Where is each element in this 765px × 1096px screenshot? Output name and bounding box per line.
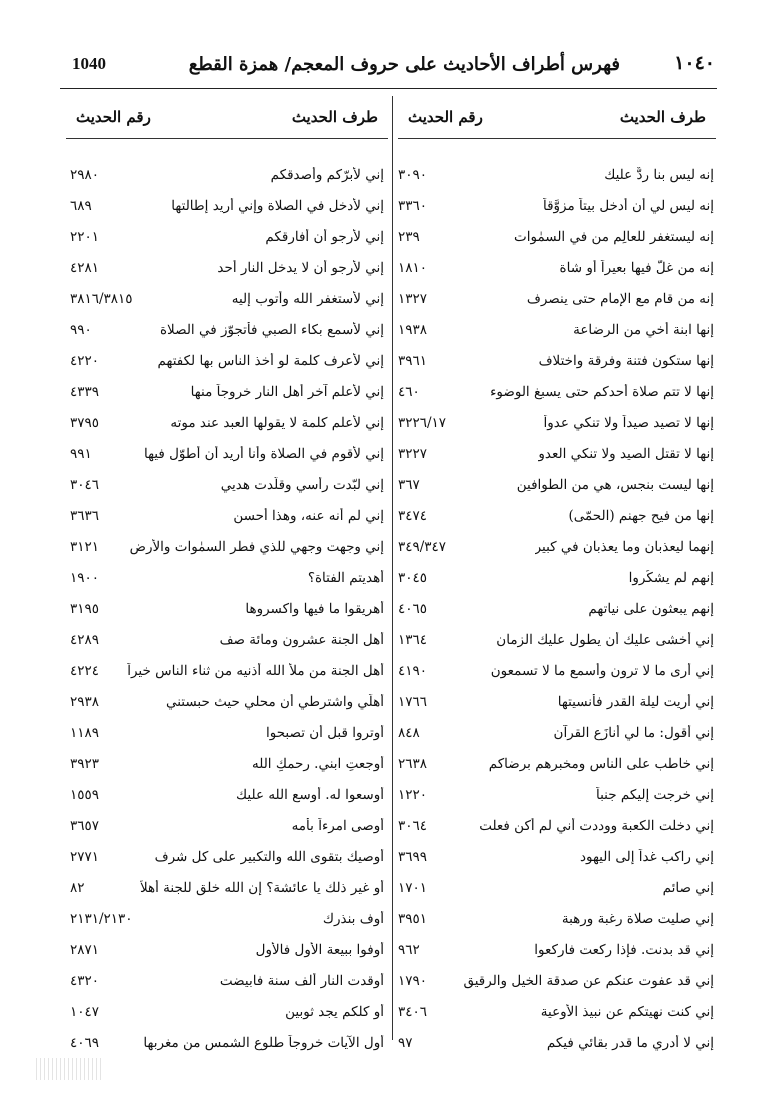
index-entry: [66, 345, 388, 376]
hadith-text: إني لم أنه عنه، وهذا أحسن: [233, 507, 384, 524]
index-entry: [66, 717, 388, 748]
page-number-latin: 1040: [72, 54, 106, 73]
index-rows: [66, 159, 388, 1058]
hadith-text: إني دخلت الكعبة ووددت أني لم أكن فعلت: [479, 817, 714, 834]
hadith-text: أهلّي واشترطي أن محلي حيث حبستني: [165, 693, 384, 710]
hadith-number: ٢٩٣٨: [70, 693, 100, 710]
hadith-number: ٣٠٤٦: [70, 476, 100, 493]
index-entry: [66, 655, 388, 686]
index-entry: [398, 903, 716, 934]
hadith-number: ٤٢٢٠: [70, 352, 100, 369]
index-entry: [66, 252, 388, 283]
hadith-text: أوصيك بتقوى الله والتكبير على كل شرف: [154, 848, 384, 865]
index-entry: [66, 686, 388, 717]
hadith-text: أوصى امرءاً بأمه: [291, 817, 384, 834]
hadith-number: ٢٢٠١: [70, 228, 100, 245]
hadith-text: إني راكب غداً إلى اليهود: [579, 848, 714, 865]
hadith-text: إني لأدخل في الصلاة وإني أريد إطالتها: [171, 197, 384, 214]
index-entry: [66, 810, 388, 841]
hadith-number: ١٧٩٠: [398, 972, 428, 989]
hadith-number: ٩٦٢: [398, 941, 420, 958]
hadith-text: إنها من فيح جهنم (الحمّى): [568, 507, 714, 524]
hadith-text: إني لأسمع بكاء الصبي فأتجوّز في الصلاة: [159, 321, 384, 338]
hadith-text: إني وجهت وجهي للذي فطر السمٰوات والأرض: [129, 538, 384, 555]
hadith-text: أهديتم الفتاة؟: [307, 569, 384, 586]
index-entry: [398, 159, 716, 190]
hadith-number: ٣٦٣٦: [70, 507, 100, 524]
hadith-column-heading: طرف الحديث: [619, 108, 706, 126]
hadith-number: ٣٠٩٠: [398, 166, 428, 183]
index-entry: [66, 221, 388, 252]
index-entry: [398, 221, 716, 252]
index-entry: [66, 407, 388, 438]
index-entry: [398, 841, 716, 872]
hadith-number: ٤٢٨٩: [70, 631, 100, 648]
hadith-number: ٣٢٢٦/١٧: [398, 414, 447, 431]
hadith-text: إني خاطب على الناس ومخبرهم برضاكم: [488, 755, 714, 772]
index-entry: [66, 872, 388, 903]
number-column-heading: رقم الحديث: [76, 108, 151, 126]
hadith-number: ٣٤٩/٣٤٧: [398, 538, 447, 555]
hadith-text: إني صليت صلاة رغبة ورهبة: [561, 910, 714, 927]
hadith-text: إني قد عفوت عنكم عن صدقة الخيل والرقيق: [463, 972, 714, 989]
index-entry: [66, 469, 388, 500]
hadith-number: ٢٦٣٨: [398, 755, 428, 772]
index-entry: [398, 562, 716, 593]
header-rule: [60, 88, 717, 89]
hadith-text: أوسعوا له. أوسع الله عليك: [236, 786, 384, 803]
hadith-number: ٣٧٩٥: [70, 414, 100, 431]
index-entry: [398, 717, 716, 748]
hadith-number: ٣٦٥٧: [70, 817, 100, 834]
hadith-number: ٤٠٦٩: [70, 1034, 100, 1051]
hadith-number: ١١٨٩: [70, 724, 100, 741]
hadith-text: إنها لا تتم صلاة أحدكم حتى يسبغ الوضوء: [490, 383, 714, 400]
hadith-text: إنها لا تصيد صيداً ولا تنكي عدواً: [543, 414, 714, 431]
hadith-number: ٣٤٧٤: [398, 507, 428, 524]
index-entry: [66, 531, 388, 562]
column-divider: [392, 96, 393, 1040]
hadith-number: ٣٩٥١: [398, 910, 428, 927]
index-entry: [398, 500, 716, 531]
index-entry: [398, 438, 716, 469]
hadith-text: أو كلكم يجد ثوبين: [285, 1003, 384, 1020]
index-entry: [398, 469, 716, 500]
index-entry: [398, 934, 716, 965]
hadith-text: إني صائم: [662, 879, 714, 896]
hadith-number: ٣٨١٦/٣٨١٥: [70, 290, 133, 307]
hadith-number: ٣٣٦٠: [398, 197, 428, 214]
hadith-number: ٤٢٢٤: [70, 662, 100, 679]
index-rows: [398, 159, 716, 1058]
hadith-number: ٣٠٦٤: [398, 817, 428, 834]
index-entry: [66, 314, 388, 345]
hadith-text: إنه من قام مع الإمام حتى ينصرف: [526, 290, 714, 307]
hadith-text: إني لأعلم آخر أهل النار خروجاً منها: [190, 383, 384, 400]
hadith-text: إني لأقوم في الصلاة وأنا أريد أن أطوّل فيها: [143, 445, 384, 462]
index-entry: [398, 810, 716, 841]
column-header: [398, 96, 716, 139]
hadith-number: ٣٢٢٧: [398, 445, 428, 462]
hadith-number: ١٠٤٧: [70, 1003, 100, 1020]
hadith-text: إنهم يبعثون على نياتهم: [588, 600, 714, 617]
hadith-number: ٤٦٠: [398, 383, 420, 400]
index-entry: [66, 624, 388, 655]
hadith-text: إني لأرجو أن أفارقكم: [265, 228, 384, 245]
hadith-text: إني لا أدري ما قدر بقائي فيكم: [546, 1034, 714, 1051]
index-entry: [398, 965, 716, 996]
index-entry: [398, 190, 716, 221]
hadith-text: إنه من غلَّ فيها بعيراً أو شاة: [559, 259, 714, 276]
hadith-number: ٦٨٩: [70, 197, 92, 214]
hadith-text: إنهما ليعذبان وما يعذبان في كبير: [534, 538, 714, 555]
index-entry: [398, 655, 716, 686]
hadith-number: ١٣٢٧: [398, 290, 428, 307]
column-header: [66, 96, 388, 139]
hadith-text: إني لأعلم كلمة لا يقولها العبد عند موته: [170, 414, 384, 431]
hadith-text: إني أرى ما لا ترون وأسمع ما لا تسمعون: [490, 662, 714, 679]
number-column-heading: رقم الحديث: [408, 108, 483, 126]
page-number-arabic: ١٠٤٠: [674, 52, 715, 74]
hadith-text: إنها ستكون فتنة وفرقة واختلاف: [538, 352, 714, 369]
hadith-number: ٣١٩٥: [70, 600, 100, 617]
index-entry: [398, 624, 716, 655]
running-title: فهرس أطراف الأحاديث على حروف المعجم/ همزة القطع: [188, 54, 620, 75]
hadith-text: إني لأرجو أن لا يدخل النار أحد: [217, 259, 384, 276]
index-entry: [66, 562, 388, 593]
hadith-text: أهل الجنة عشرون ومائة صف: [219, 631, 384, 648]
hadith-number: ١٣٦٤: [398, 631, 428, 648]
hadith-text: إني لأبرّكم وأصدقكم: [270, 166, 384, 183]
hadith-text: إنه ليس لي أن أدخل بيتاً مزوَّقاً: [542, 197, 714, 214]
hadith-number: ١٩٠٠: [70, 569, 100, 586]
index-entry: [66, 965, 388, 996]
hadith-number: ٣٤٠٦: [398, 1003, 428, 1020]
index-entry: [398, 686, 716, 717]
index-entry: [398, 376, 716, 407]
hadith-number: ٢١٣١/٢١٣٠: [70, 910, 133, 927]
hadith-text: أهريقوا ما فيها واكسروها: [245, 600, 384, 617]
hadith-number: ٢٣٩: [398, 228, 420, 245]
index-entry: [398, 283, 716, 314]
index-entry: [66, 1027, 388, 1058]
hadith-text: إني لأستغفر الله وأتوب إليه: [231, 290, 384, 307]
hadith-number: ٨٢: [70, 879, 85, 896]
hadith-number: ٣١٢١: [70, 538, 100, 555]
hadith-text: أوف بنذرك: [322, 910, 384, 927]
hadith-number: ٣٦٧: [398, 476, 420, 493]
index-entry: [398, 996, 716, 1027]
hadith-text: إني قد بدنت. فإذا ركعت فاركعوا: [534, 941, 714, 958]
index-entry: [398, 872, 716, 903]
index-entry: [66, 903, 388, 934]
hadith-text: أول الآيات خروجاً طلوع الشمس من مغربها: [143, 1034, 384, 1051]
hadith-number: ١٨١٠: [398, 259, 428, 276]
hadith-number: ٤٢٨١: [70, 259, 100, 276]
hadith-text: إني لبّدت رأسي وقلّدت هديي: [220, 476, 384, 493]
hadith-column-heading: طرف الحديث: [291, 108, 378, 126]
index-entry: [398, 252, 716, 283]
hadith-number: ٩٧: [398, 1034, 413, 1051]
index-entry: [398, 1027, 716, 1058]
hadith-number: ١٧٠١: [398, 879, 428, 896]
hadith-number: ٢٩٨٠: [70, 166, 100, 183]
index-entry: [66, 996, 388, 1027]
index-entry: [398, 593, 716, 624]
hadith-number: ١٢٢٠: [398, 786, 428, 803]
index-column-left: [66, 96, 388, 1058]
index-entry: [398, 345, 716, 376]
hadith-number: ٤٣٣٩: [70, 383, 100, 400]
hadith-number: ٣٩٢٣: [70, 755, 100, 772]
hadith-number: ٢٧٧١: [70, 848, 100, 865]
index-entry: [66, 283, 388, 314]
hadith-text: أوفوا ببيعة الأول فالأول: [255, 941, 384, 958]
hadith-number: ٢٨٧١: [70, 941, 100, 958]
hadith-text: أو غير ذلك يا عائشة؟ إن الله خلق للجنة أهلاً: [139, 879, 384, 896]
index-entry: [66, 593, 388, 624]
hadith-text: أوقدت النار ألف سنة فابيضت: [219, 972, 384, 989]
hadith-text: إنه ليس بنا ردٌّ عليك: [604, 166, 714, 183]
hadith-text: أوجعتِ ابني. رحمكِ الله: [251, 755, 384, 772]
hadith-text: أوتروا قبل أن تصبحوا: [265, 724, 384, 741]
hadith-text: إني لأعرف كلمة لو أخذ الناس بها لكفتهم: [157, 352, 384, 369]
index-entry: [66, 779, 388, 810]
hadith-number: ٣٩٦١: [398, 352, 428, 369]
hadith-number: ٤٠٦٥: [398, 600, 428, 617]
index-entry: [66, 500, 388, 531]
hadith-number: ٤١٩٠: [398, 662, 428, 679]
hadith-number: ٩٩٠: [70, 321, 92, 338]
hadith-number: ٤٣٢٠: [70, 972, 100, 989]
hadith-text: إنه ليستغفر للعالِم من في السمٰوات: [514, 228, 714, 245]
hadith-number: ٩٩١: [70, 445, 92, 462]
index-entry: [66, 190, 388, 221]
index-entry: [398, 779, 716, 810]
index-entry: [398, 748, 716, 779]
hadith-text: أهل الجنة من ملأ الله أذنيه من ثناء الناس خيراً: [127, 662, 384, 679]
index-entry: [398, 531, 716, 562]
hadith-number: ٣٦٩٩: [398, 848, 428, 865]
index-entry: [66, 934, 388, 965]
index-entry: [66, 841, 388, 872]
hadith-text: إني أخشى عليك أن يطول عليك الزمان: [496, 631, 714, 648]
hadith-text: إني خرجت إليكم جنباً: [595, 786, 714, 803]
index-column-right: [398, 96, 716, 1058]
hadith-text: إنهم لم يشكُروا: [628, 569, 714, 586]
index-entry: [398, 314, 716, 345]
hadith-text: إني أقول: ما لي أنازَع القرآن: [553, 724, 714, 741]
index-entry: [66, 748, 388, 779]
index-entry: [66, 438, 388, 469]
index-entry: [66, 159, 388, 190]
hadith-number: ٨٤٨: [398, 724, 420, 741]
hadith-text: إنها ابنة أخي من الرضاعة: [573, 321, 714, 338]
hadith-text: إني كنت نهيتكم عن نبيذ الأوعية: [540, 1003, 714, 1020]
scan-artifact: [36, 1058, 102, 1080]
hadith-text: إنها ليست بنجس، هي من الطوافين: [516, 476, 714, 493]
index-entry: [66, 376, 388, 407]
index-entry: [398, 407, 716, 438]
hadith-number: ١٩٣٨: [398, 321, 428, 338]
hadith-number: ٣٠٤٥: [398, 569, 428, 586]
hadith-number: ١٥٥٩: [70, 786, 100, 803]
hadith-number: ١٧٦٦: [398, 693, 428, 710]
hadith-text: إني أريت ليلة القدر فأنسيتها: [557, 693, 714, 710]
hadith-text: إنها لا تقتل الصيد ولا تنكي العدو: [538, 445, 714, 462]
